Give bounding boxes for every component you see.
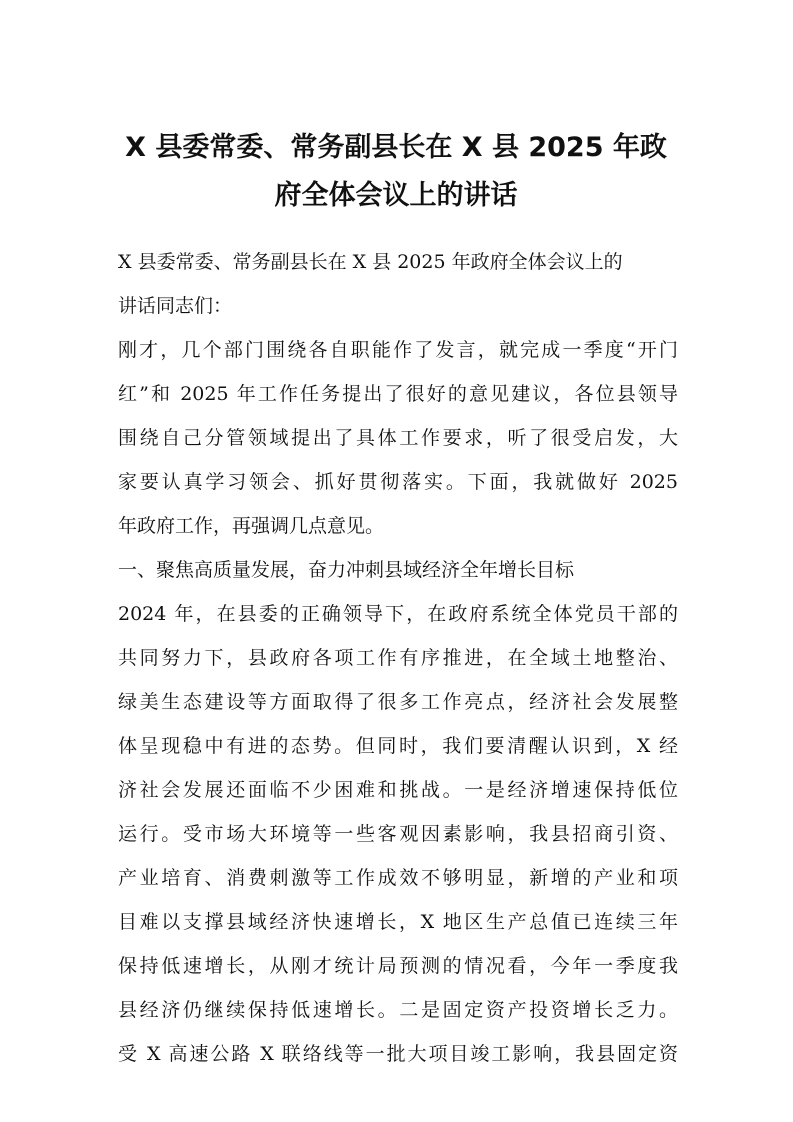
- body-line-11: 绿美生态建设等方面取得了很多工作亮点，经济社会发展整: [118, 691, 678, 713]
- body-line-16: 目难以支撑县域经济快速增长，X 地区生产总值已连续三年: [118, 911, 678, 933]
- body-line-18: 县经济仍继续保持低速增长。二是固定资产投资增长乏力。: [118, 999, 678, 1021]
- body-line-3: 刚才，几个部门围绕各自职能作了发言，就完成一季度“开门: [118, 339, 678, 361]
- body-line-12: 体呈现稳中有进的态势。但同时，我们要清醒认识到，X 经: [118, 735, 678, 757]
- body-line-2: 讲话同志们：: [118, 295, 233, 317]
- title-line-2: 府全体会议上的讲话: [274, 180, 518, 211]
- body-line-17: 保持低速增长，从刚才统计局预测的情况看，今年一季度我: [118, 955, 678, 977]
- body-line-19: 受 X 高速公路 X 联络线等一批大项目竣工影响，我县固定资: [118, 1043, 678, 1065]
- title-line-1: X 县委常委、常务副县长在 X 县 2025 年政: [125, 132, 667, 163]
- body-line-10: 共同努力下，县政府各项工作有序推进，在全域土地整治、: [118, 647, 678, 669]
- body-line-1: X 县委常委、常务副县长在 X 县 2025 年政府全体会议上的: [118, 251, 623, 273]
- document-body: [118, 240, 678, 1076]
- section-heading-1: 一、聚焦高质量发展，奋力冲刺县域经济全年增长目标: [118, 559, 575, 581]
- body-line-13: 济社会发展还面临不少困难和挑战。一是经济增速保持低位: [118, 779, 678, 801]
- body-line-5: 围绕自己分管领域提出了具体工作要求，听了很受启发，大: [118, 427, 678, 449]
- body-line-6: 家要认真学习领会、抓好贯彻落实。下面，我就做好 2025: [118, 471, 678, 493]
- body-line-15: 产业培育、消费刺激等工作成效不够明显，新增的产业和项: [118, 867, 678, 889]
- document-title: [118, 124, 674, 220]
- body-line-4: 红”和 2025 年工作任务提出了很好的意见建议，各位县领导: [118, 383, 678, 405]
- body-line-14: 运行。受市场大环境等一些客观因素影响，我县招商引资、: [118, 823, 678, 845]
- body-line-9: 2024 年，在县委的正确领导下，在政府系统全体党员干部的: [118, 603, 678, 625]
- body-line-7: 年政府工作，再强调几点意见。: [118, 515, 385, 537]
